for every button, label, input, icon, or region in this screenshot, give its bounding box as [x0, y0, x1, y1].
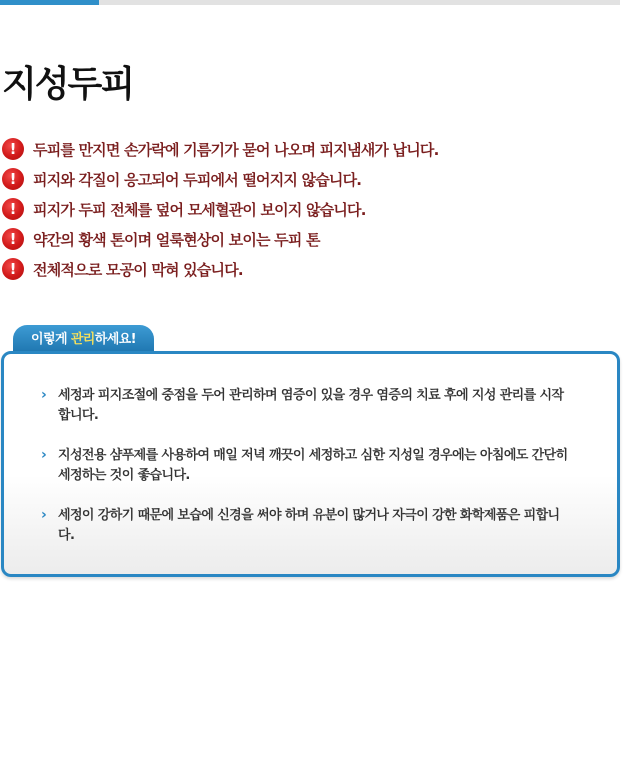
care-tab-suffix: 하세요!	[94, 332, 136, 347]
chevron-right-icon: ›	[41, 387, 47, 403]
care-text: 지성전용 샴푸제를 사용하여 매일 저녁 깨끗이 세정하고 심한 지성일 경우에는 아침에도 간단히 세정하는 것이 좋습니다.	[58, 448, 568, 483]
symptom-text: 약간의 황색 톤이며 얼룩현상이 보이는 두피 톤	[33, 230, 320, 249]
progress-bar-fill	[0, 0, 99, 5]
list-item	[41, 386, 617, 426]
list-item	[2, 254, 439, 284]
chevron-right-icon: ›	[41, 507, 47, 523]
list-item	[2, 164, 439, 194]
page-title: 지성두피	[2, 64, 134, 105]
exclamation-icon: !	[2, 138, 24, 160]
list-item	[41, 446, 617, 486]
symptom-text: 피지와 각질이 응고되어 두피에서 떨어지지 않습니다.	[33, 170, 362, 189]
exclamation-icon: !	[2, 168, 24, 190]
chevron-right-icon: ›	[41, 447, 47, 463]
symptom-text: 전체적으로 모공이 막혀 있습니다.	[33, 260, 243, 279]
exclamation-icon: !	[2, 198, 24, 220]
care-box	[1, 351, 620, 577]
care-tab-prefix: 이렇게	[31, 332, 71, 347]
list-item	[2, 134, 439, 164]
care-tab-highlight: 관리	[70, 332, 95, 347]
list-item	[2, 194, 439, 224]
symptom-text: 피지가 두피 전체를 덮어 모세혈관이 보이지 않습니다.	[33, 200, 366, 219]
list-item	[41, 506, 617, 546]
exclamation-icon: !	[2, 258, 24, 280]
list-item	[2, 224, 439, 254]
exclamation-icon: !	[2, 228, 24, 250]
symptom-text: 두피를 만지면 손가락에 기름기가 묻어 나오며 피지냄새가 납니다.	[33, 140, 439, 159]
progress-bar	[0, 0, 620, 5]
care-text: 세정과 피지조절에 중점을 두어 관리하며 염증이 있을 경우 염증의 치료 후에 지성 관리를 시작합니다.	[58, 388, 564, 423]
symptom-list	[2, 134, 439, 284]
care-text: 세정이 강하기 때문에 보습에 신경을 써야 하며 유분이 많거나 자극이 강한 화학제품은 피합니다.	[58, 508, 560, 543]
care-list	[4, 354, 617, 546]
